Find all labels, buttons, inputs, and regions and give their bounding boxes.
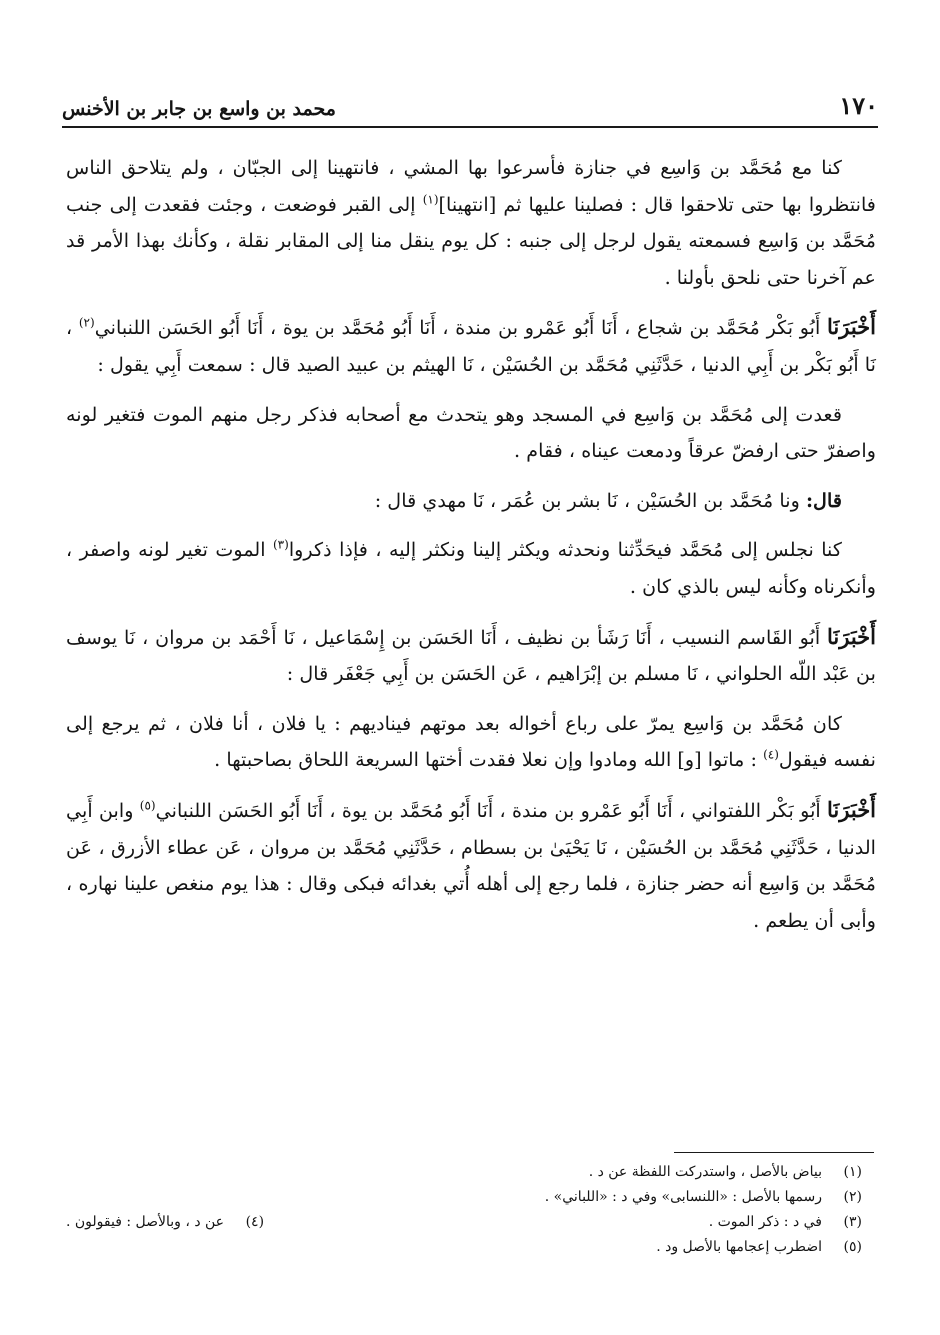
paragraph-8 [66, 792, 876, 939]
main-text [66, 150, 876, 952]
footnote-number: (٤) [245, 1214, 265, 1230]
page-header [62, 78, 878, 128]
paragraph-text: وابن أَبِي الدنيا ، حَدَّثَنِي مُحَمَّد بن الحُسَيْن ، نَا يَحْيَىٰ بن بسطام ، حَدَّثَنِي مُحَمَّد بن مروان ، عَن عطاء الأزرق ، عَن مُحَمَّد بن وَاسِع أنه حضر جنازة ، فلما رجع إلى أهله أُتي بغدائه فبكى وقال : هذا يوم منغص علينا نهاره ، وأبى أن يطعم . [66, 798, 876, 932]
footnote-number: (٣) [843, 1214, 862, 1230]
running-title: محمد بن واسع بن جابر بن الأخنس [62, 98, 336, 120]
footnote-number: (٥) [843, 1239, 862, 1255]
footnote-ref: (٢) [78, 315, 95, 330]
paragraph-text: إلى القبر فوضعت ، وجئت فقعدت إلى جنب مُحَمَّد بن وَاسِع فسمعته يقول لرجل إلى جنبه : كل يوم ينقل منا إلى المقابر نقلة ، وكأنك بهذا الأمر قد عم آخرنا حتى نلحق بأولنا . [66, 192, 876, 289]
footnote-item [66, 1235, 862, 1260]
paragraph-text: كنا مع مُحَمَّد بن وَاسِع في جنازة فأسرعوا بها المشي ، فانتهينا إلى الجبّان ، ولم يتلاحق الناس فانتظروا بها حتى تلاحقوا قال : فصلينا عليها ثم [انتهينا] [66, 156, 876, 216]
footnote-text: رسمها بالأصل : «اللنسابى» وفي د : «اللباني» . [544, 1189, 822, 1205]
akhbarana-keyword: أَخْبَرَنَا [827, 796, 877, 822]
akhbarana-keyword: أَخْبَرَنَا [827, 314, 876, 340]
footnote-row [66, 1210, 862, 1235]
paragraph-7 [66, 706, 876, 779]
paragraph-text: أَبُو بَكْر مُحَمَّد بن شجاع ، أَنَا أَبُو عَمْرو بن مندة ، أَنَا أَبُو مُحَمَّد بن يوة ، أَنَا أَبُو الحَسَن اللنباني [94, 316, 828, 340]
paragraph-text: الموت تغير لونه واصفر ، وأنكرناه وكأنه ليس بالذي كان . [66, 538, 876, 598]
footnote-text: عن د ، وبالأصل : فيقولون . [66, 1214, 225, 1230]
qala-keyword: قال: [805, 488, 842, 512]
paragraph-5 [66, 532, 876, 605]
page-number: ١٧٠ [839, 91, 878, 120]
paragraph-text: أَبُو القَاسم النسيب ، أَنَا رَشَأ بن نظيف ، أَنَا الحَسَن بن إِسْمَاعيل ، نَا أَحْمَد بن مروان ، نَا يوسف بن عَبْد اللّه الحلواني ، نَا مسلم بن إبْرَاهيم ، عَن الحَسَن بن أَبِي جَعْفَر قال : [66, 625, 876, 686]
paragraph-4 [66, 483, 876, 520]
footnote-text: بياض بالأصل ، واستدركت اللفظة عن د . [588, 1164, 822, 1180]
paragraph-text: : ماتوا [و] الله ومادوا وإن نعلا فقدت أختها السريعة اللحاق بصاحبتها . [214, 748, 764, 772]
footnote-item [66, 1210, 264, 1235]
akhbarana-keyword: أَخْبَرَنَا [827, 623, 876, 649]
paragraph-2 [66, 309, 876, 383]
footnote-number: (١) [843, 1164, 862, 1180]
paragraph-text: كان مُحَمَّد بن وَاسِع يمرّ على رباع أخواله بعد موتهم فيناديهم : يا فلان ، أنا فلان ، ثم يرجع إلى نفسه فيقول [66, 711, 876, 772]
paragraph-text: قعدت إلى مُحَمَّد بن وَاسِع في المسجد وهو يتحدث مع أصحابه فذكر رجل منهم الموت فتغير لونه واصفرّ حتى ارفضّ عرقاً ودمعت عيناه ، فقام . [66, 402, 876, 463]
paragraph-text: أَبُو بَكْر اللفتواني ، أَنَا أَبُو عَمْرو بن مندة ، أَنَا أَبُو مُحَمَّد بن يوة ، أَنَا أَبُو الحَسَن اللنباني [155, 798, 828, 822]
paragraph-text: ، نَا أَبُو بَكْر بن أَبِي الدنيا ، حَدَّثَنِي مُحَمَّد بن الحُسَيْن ، نَا الهيثم بن عبيد الصيد قال : سمعت أَبِي يقول : [66, 316, 876, 376]
footnote-ref: (١) [422, 192, 439, 207]
footnote-text: اضطرب إعجامها بالأصل ود . [656, 1239, 822, 1255]
footnote-ref: (٣) [272, 537, 289, 552]
footnote-text: في د : ذكر الموت . [708, 1214, 822, 1230]
paragraph-3 [66, 397, 876, 470]
footnote-ref: (٤) [763, 747, 779, 762]
paragraph-text: ونا مُحَمَّد بن الحُسَيْن ، نَا بشر بن عُمَر ، نَا مهدي قال : [374, 488, 806, 512]
footnote-separator [674, 1152, 874, 1153]
footnote-number: (٢) [843, 1189, 862, 1205]
footnote-ref: (٥) [139, 798, 156, 813]
paragraph-6 [66, 619, 876, 693]
paragraph-1 [66, 150, 876, 296]
paragraph-text: كنا نجلس إلى مُحَمَّد فيحَدِّثنا ونحدثه ويكثر إلينا ونكثر إليه ، فإذا ذكروا [288, 538, 842, 562]
footnotes [66, 1160, 862, 1260]
footnote-item [66, 1185, 862, 1210]
footnote-item [66, 1160, 862, 1185]
footnote-item [709, 1210, 862, 1235]
